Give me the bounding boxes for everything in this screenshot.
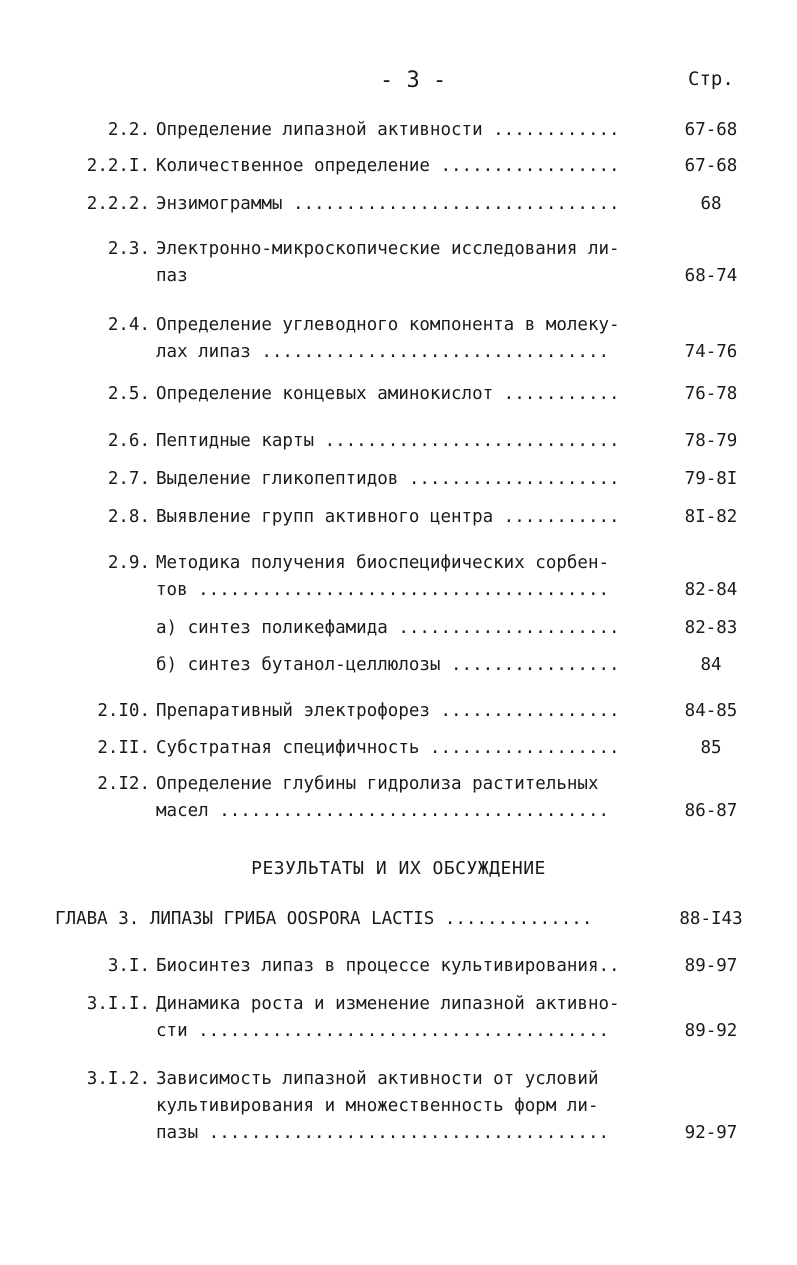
toc-entry-pages: 82-83 — [684, 618, 738, 638]
toc-entry-pages: 67-68 — [684, 120, 738, 140]
toc-entry-title-line: Энзимограммы ............................... — [156, 194, 620, 214]
toc-entry-number: 2.9. — [107, 553, 150, 573]
chapter-heading — [55, 906, 592, 932]
toc-entry-pages: 79-8I — [684, 469, 738, 489]
chapter-pages: 88-I43 — [679, 909, 743, 929]
toc-entry-title-line: Препаративный электрофорез ................. — [156, 701, 620, 721]
toc-entry-title — [156, 153, 648, 180]
toc-entry-pages: 67-68 — [684, 156, 738, 176]
toc-entry-title — [156, 991, 648, 1045]
toc-entry-pages: 82-84 — [684, 580, 738, 600]
pages-column-label: Стр. — [688, 68, 734, 90]
toc-entry-title — [156, 381, 648, 408]
toc-entry-number: 2.8. — [107, 507, 150, 527]
toc-entry-number: 2.I0. — [97, 701, 150, 721]
toc-entry-title-line: культивирования и множественность форм ли- — [156, 1096, 599, 1116]
toc-entry-number: 2.2.I. — [86, 156, 150, 176]
toc-entry-title-line: б) синтез бутанол-целлюлозы ................ — [156, 655, 620, 675]
toc-entry-pages: 8I-82 — [684, 507, 738, 527]
toc-entry-title — [156, 236, 648, 290]
toc-entry-title — [156, 652, 648, 679]
toc-entry-title-line: Пептидные карты ............................ — [156, 431, 620, 451]
toc-entry-number: 3.I. — [107, 956, 150, 976]
toc-entry-pages: 86-87 — [684, 801, 738, 821]
toc-entry-number: 2.4. — [107, 315, 150, 335]
toc-entry-title — [156, 698, 648, 725]
toc-entry-title-line: масел ..................................... — [156, 801, 610, 821]
toc-entry-title-line: Методика получения биоспецифических сорбен- — [156, 553, 610, 573]
toc-entry-title-line: сти ....................................... — [156, 1021, 610, 1041]
page-number: - 3 - — [380, 68, 447, 93]
toc-entry-title-line: Электронно-микроскопические исследования ли- — [156, 239, 620, 259]
toc-entry-pages: 84-85 — [684, 701, 738, 721]
toc-entry-title — [156, 1066, 648, 1147]
toc-entry-number: 2.2. — [107, 120, 150, 140]
toc-entry-title-line: Определение концевых аминокислот ........... — [156, 384, 620, 404]
toc-entry-title — [156, 953, 648, 980]
toc-entry-pages: 85 — [700, 738, 722, 758]
toc-entry-title-line: Зависимость липазной активности от условий — [156, 1069, 599, 1089]
toc-entry-title — [156, 771, 648, 825]
toc-entry-number: 2.II. — [97, 738, 150, 758]
toc-entry-title — [156, 117, 648, 144]
toc-entry-number: 2.5. — [107, 384, 150, 404]
toc-entry-title — [156, 550, 648, 604]
toc-entry-title-line: Определение липазной активности ............ — [156, 120, 620, 140]
toc-entry-title-line: Определение углеводного компонента в молеку- — [156, 315, 620, 335]
toc-entry-title-line: Субстратная специфичность .................. — [156, 738, 620, 758]
toc-entry-title-line: Биосинтез липаз в процессе культивирования.. — [156, 956, 620, 976]
toc-entry-number: 2.6. — [107, 431, 150, 451]
toc-entry-number: 3.I.I. — [86, 994, 150, 1014]
toc-entry-title-line: Определение глубины гидролиза растительных — [156, 774, 599, 794]
toc-entry-pages: 74-76 — [684, 342, 738, 362]
toc-entry-title — [156, 504, 648, 531]
toc-entry-pages: 89-92 — [684, 1021, 738, 1041]
toc-entry-number: 3.I.2. — [86, 1069, 150, 1089]
toc-entry-title — [156, 615, 648, 642]
toc-entry-title — [156, 312, 648, 366]
toc-entry-number: 2.2.2. — [86, 194, 150, 214]
chapter-title: ЛИПАЗЫ ГРИБА OOSPORA LACTIS .............. — [149, 909, 593, 929]
chapter-label: ГЛАВА 3. — [55, 909, 140, 929]
toc-entry-title-line: пазы ...................................... — [156, 1123, 610, 1143]
toc-entry-title — [156, 191, 648, 218]
toc-entry-title-line: а) синтез поликефамида ..................... — [156, 618, 620, 638]
toc-entry-number: 2.I2. — [97, 774, 150, 794]
toc-entry-title — [156, 428, 648, 455]
toc-entry-pages: 68-74 — [684, 266, 738, 286]
toc-entry-title — [156, 466, 648, 493]
toc-entry-number: 2.7. — [107, 469, 150, 489]
toc-entry-title-line: паз — [156, 266, 188, 286]
toc-entry-number: 2.3. — [107, 239, 150, 259]
toc-entry-title — [156, 735, 648, 762]
toc-entry-title-line: тов ....................................... — [156, 580, 610, 600]
toc-entry-title-line: Выявление групп активного центра ........... — [156, 507, 620, 527]
toc-entry-title-line: лах липаз ................................. — [156, 342, 610, 362]
toc-entry-pages: 92-97 — [684, 1123, 738, 1143]
toc-entry-pages: 78-79 — [684, 431, 738, 451]
toc-entry-title-line: Выделение гликопептидов .................... — [156, 469, 620, 489]
section-heading: РЕЗУЛЬТАТЫ И ИХ ОБСУЖДЕНИЕ — [251, 858, 546, 879]
toc-entry-pages: 89-97 — [684, 956, 738, 976]
toc-entry-pages: 76-78 — [684, 384, 738, 404]
toc-entry-pages: 68 — [700, 194, 722, 214]
toc-entry-title-line: Динамика роста и изменение липазной активно- — [156, 994, 620, 1014]
toc-entry-title-line: Количественное определение ................. — [156, 156, 620, 176]
toc-entry-pages: 84 — [700, 655, 722, 675]
